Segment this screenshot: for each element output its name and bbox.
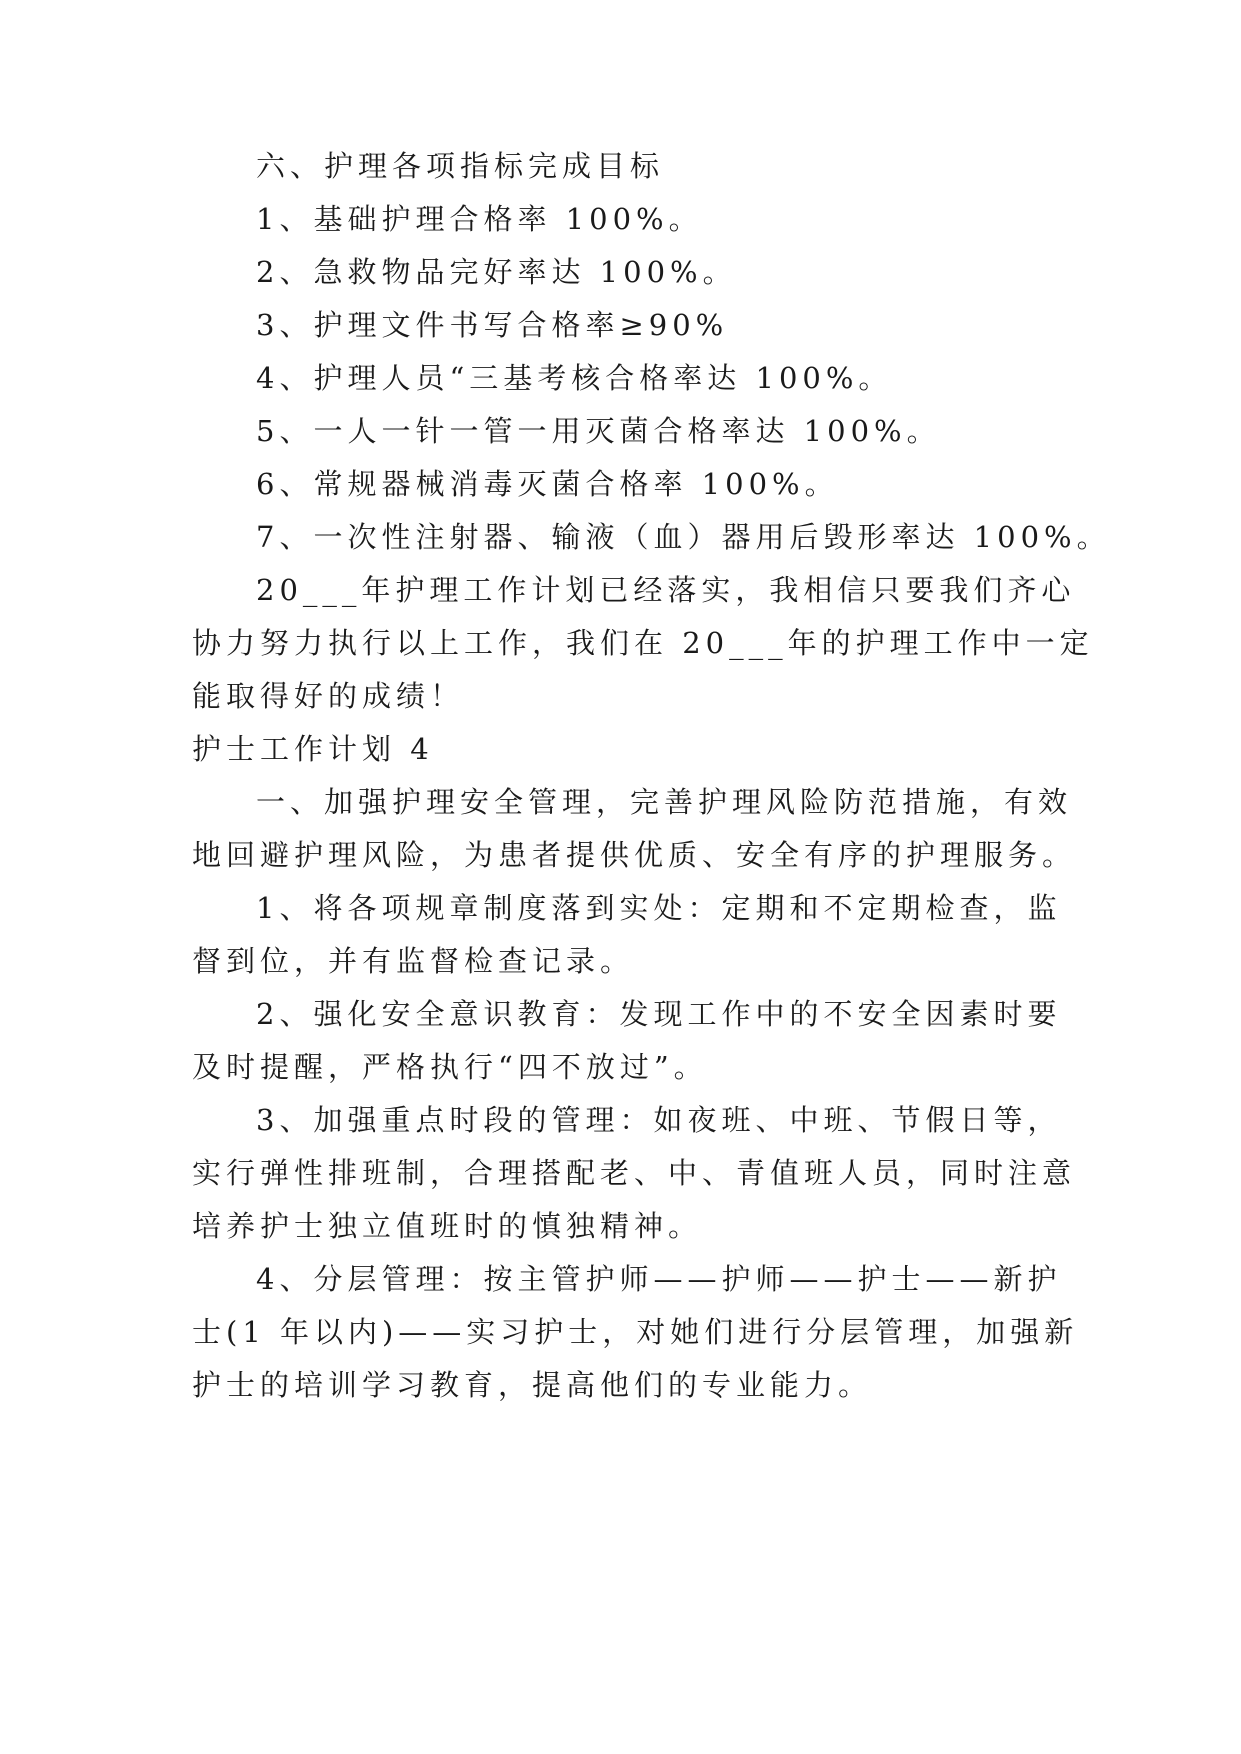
list-item-3: 3、加强重点时段的管理：如夜班、中班、节假日等， (256, 1103, 1062, 1137)
list-item-1: 1、将各项规章制度落到实处：定期和不定期检查，监 (256, 891, 1062, 925)
section-heading-6: 六、护理各项指标完成目标 (256, 149, 665, 183)
list-item-5: 5、一人一针一管一用灭菌合格率达 100%。 (256, 414, 941, 448)
list-item-4: 4、护理人员“三基考核合格率达 100%。 (256, 361, 893, 395)
paragraph-line: 20___年护理工作计划已经落实，我相信只要我们齐心 (256, 573, 1076, 607)
paragraph-line: 协力努力执行以上工作，我们在 20___年的护理工作中一定 (192, 626, 1094, 660)
list-item-7: 7、一次性注射器、输液（血）器用后毁形率达 100%。 (256, 520, 1111, 554)
paragraph-line: 及时提醒，严格执行“四不放过”。 (192, 1050, 708, 1084)
paragraph-line: 督到位，并有监督检查记录。 (192, 944, 635, 978)
paragraph-line: 培养护士独立值班时的慎独精神。 (192, 1209, 703, 1243)
list-item-2: 2、急救物品完好率达 100%。 (256, 255, 737, 289)
list-item-4: 4、分层管理：按主管护师——护师——护士——新护 (256, 1262, 1062, 1296)
paragraph-line: 能取得好的成绩！ (192, 679, 465, 713)
paragraph-line: 士(1 年以内)——实习护士，对她们进行分层管理，加强新 (192, 1315, 1079, 1349)
list-item-1: 1、基础护理合格率 100%。 (256, 202, 703, 236)
document-title: 护士工作计划 4 (192, 732, 434, 766)
list-item-6: 6、常规器械消毒灭菌合格率 100%。 (256, 467, 839, 501)
paragraph-line: 地回避护理风险，为患者提供优质、安全有序的护理服务。 (192, 838, 1077, 872)
list-item-3: 3、护理文件书写合格率≥90% (256, 308, 729, 342)
paragraph-line: 实行弹性排班制，合理搭配老、中、青值班人员，同时注意 (192, 1156, 1077, 1190)
list-item-2: 2、强化安全意识教育：发现工作中的不安全因素时要 (256, 997, 1062, 1031)
section-heading-1: 一、加强护理安全管理，完善护理风险防范措施，有效 (256, 785, 1073, 819)
paragraph-line: 护士的培训学习教育，提高他们的专业能力。 (192, 1368, 873, 1402)
